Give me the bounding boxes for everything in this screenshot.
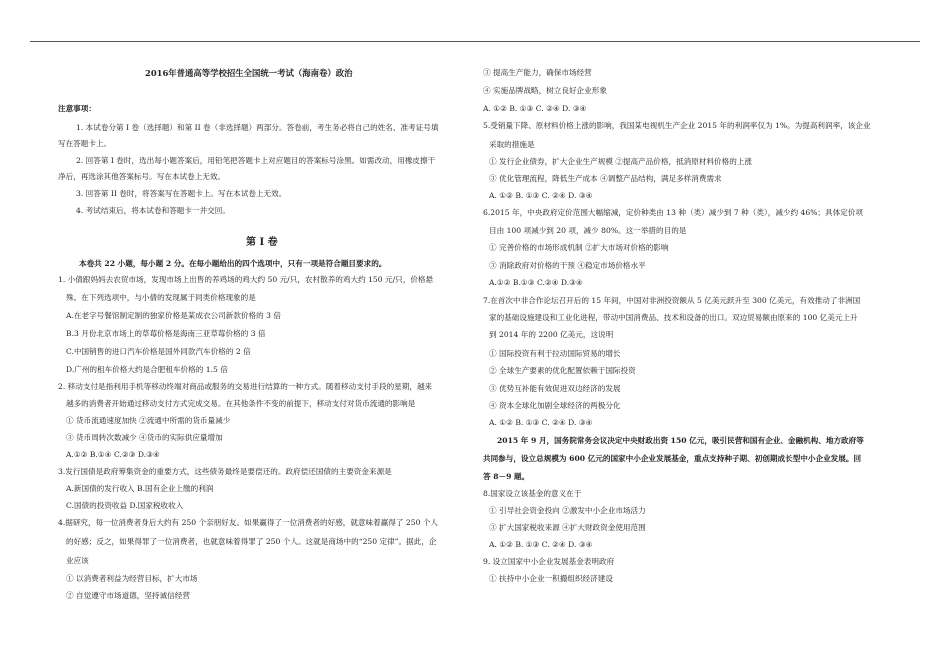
question-line: 目由 100 项减少到 20 项，减少 80%。这一举措的目的是 <box>489 226 687 235</box>
material-line: 答 8－9 题。 <box>483 472 530 481</box>
option-line: A.新国债的发行收入 B.国有企业上缴的利润 <box>66 484 214 493</box>
notice-line: 写在答题卡上。 <box>58 139 112 148</box>
notice-line: 1. 本试卷分第 I 卷（选择题）和第 II 卷（非选择题）两部分。答卷前，考生务必将自己的姓名、准考证号填 <box>76 123 439 132</box>
exam-title: 2016年普通高等学校招生全国统一考试（海南卷）政治 <box>145 68 353 78</box>
question-line: 1. 小倩跟妈妈去农贸市场，发现市场上出售的养鸡场的鸡大约 50 元/只，农村散养的鸡大约 150 元/只，价格悬 <box>58 275 434 284</box>
option-line: ③ 货币周转次数减少 ④货币的实际供应量增加 <box>66 433 223 442</box>
question-line: 业应该 <box>66 556 89 565</box>
option-line: ① 完善价格的市场形成机制 ②扩大市场对价格的影响 <box>489 243 669 252</box>
answer-choices: A. ①② B. ①③ C. ②④ D. ③④ <box>489 540 593 549</box>
option-line: ① 货币流通速度加快 ②流通中所需的货币量减少 <box>66 416 231 425</box>
answer-choices: A.①② B.①③ C.②④ D.③④ <box>489 278 583 287</box>
option-line: C.中国销售的进口汽车价格是国外同款汽车价格的 2 倍 <box>66 347 251 356</box>
header-rule <box>30 41 920 42</box>
option-line: ③ 提高生产能力，确保市场经营 <box>483 68 592 77</box>
option-line: ③ 消除政府对价格的干预 ④稳定市场价格水平 <box>489 261 646 270</box>
question-line: 3.发行国债是政府筹集资金的重要方式，这些债务最终是要偿还的。政府偿还国债的主要资金来源是 <box>58 467 392 476</box>
notice-heading: 注意事项： <box>58 104 96 113</box>
option-line: ① 国际投资有利于拉动国际贸易的增长 <box>489 349 621 358</box>
option-line: C.国债的投资收益 D.国家税收收入 <box>66 501 184 510</box>
material-line: 2015 年 9 月，国务院常务会议决定中央财政出资 150 亿元，吸引民营和国有企业、金融机构、地方政府等 <box>497 436 864 445</box>
section-intro: 本卷共 22 小题，每小题 2 分。在每小题给出的四个选项中，只有一项是符合题目要求的。 <box>79 259 387 268</box>
section-title: 第 I 卷 <box>246 237 278 248</box>
option-line: A.在老字号餐馆制定制的独家价格是某成衣公司新款价格的 3 倍 <box>66 311 281 320</box>
question-line: 到 2014 年的 2200 亿美元，这说明 <box>489 330 614 339</box>
question-line: 7.在首次中非合作论坛召开后的 15 年间，中国对非洲投资额从 5 亿美元跃升至 300 亿美元，有效推动了非洲国 <box>483 296 861 305</box>
option-line: ② 自觉遵守市场道德，坚持诚信经营 <box>66 591 190 600</box>
option-line: ③ 优化管理流程，降低生产成本 ④调整产品结构，满足多样消费需求 <box>489 174 722 183</box>
question-line: 的好感；反之，如果得罪了一位消费者，也就意味着得罪了 250 个人。这就是商场中的“250 定律”。据此，企 <box>66 537 437 546</box>
notice-line: 3. 回答第 II 卷时，将答案写在答题卡上。写在本试卷上无效。 <box>76 189 287 198</box>
option-line: ④ 资本全球化加剧全球经济的两极分化 <box>489 401 621 410</box>
question-line: 4.据研究，每一位消费者身后大约有 250 个亲朋好友。如果赢得了一位消费者的好感，就意味着赢得了 250 个人 <box>58 518 439 527</box>
option-line: ④ 实施品牌战略，树立良好企业形象 <box>483 86 607 95</box>
option-line: ② 全球生产要素的优化配置依赖于国际投资 <box>489 366 636 375</box>
question-line: 家的基础设施建设和工业化进程，带动中国消费品、技术和设备的出口。双边贸易额由原来的 100 亿美元上升 <box>489 313 858 322</box>
answer-choices: A.①② B.①④ C.②③ D.③④ <box>66 450 160 459</box>
answer-choices: A. ①② B. ①③ C. ②④ D. ③④ <box>483 104 587 113</box>
option-line: ① 以消费者利益为经营目标，扩大市场 <box>66 574 198 583</box>
question-line: 6.2015 年，中央政府定价范围大幅缩减，定价种类由 13 种（类）减少到 7 种（类），减少约 46%；具体定价项 <box>483 208 863 217</box>
notice-line: 4. 考试结束后，将本试卷和答题卡一并交回。 <box>76 206 230 215</box>
answer-choices: A. ①② B. ①③ C. ②④ D. ③④ <box>489 191 593 200</box>
question-line: 8.国家设立该基金的意义在于 <box>483 489 582 498</box>
question-line: 9. 设立国家中小企业发展基金表明政府 <box>483 557 615 566</box>
option-line: ③ 优势互补能有效促进双边经济的发展 <box>489 384 621 393</box>
material-line: 共同参与，设立总规模为 600 亿元的国家中小企业发展基金，重点支持种子期、初创期成长型中小企业发展。回 <box>483 454 862 463</box>
option-line: ③ 扩大国家税收来源 ④扩大财政资金使用范围 <box>489 523 646 532</box>
answer-choices: A. ①② B. ①③ C. ②④ D. ③④ <box>489 418 593 427</box>
notice-line: 2. 回答第 I 卷时，选出每小题答案后，用铅笔把答题卡上对应题目的答案标号涂黑。如需改动，用橡皮擦干 <box>76 156 436 165</box>
question-line: 采取的措施是 <box>489 140 535 149</box>
option-line: D.广州的租车价格大约是合肥租车价格的 1.5 倍 <box>66 365 228 374</box>
option-line: B.3 月份北京市场上的草莓价格是海南三亚草莓价格的 3 倍 <box>66 329 266 338</box>
option-line: ① 引导社会资金投向 ②激发中小企业市场活力 <box>489 506 646 515</box>
question-line: 5.受销量下降、原材料价格上涨的影响，我国某电视机生产企业 2015 年的利润率仅为 1%。为提高利润率，该企业 <box>483 121 871 130</box>
question-line: 越多的消费者开始通过移动支付方式完成交易。在其他条件不变的前提下，移动支付对货币流通的影响是 <box>66 399 416 408</box>
notice-line: 净后，再选涂其他答案标号。写在本试卷上无效。 <box>58 172 226 181</box>
option-line: ① 扶持中小企业一积撮组织经济建设 <box>489 574 613 583</box>
question-line: 2. 移动支付是指利用手机等移动终端对商品或服务的交易进行结算的一种方式。随着移动支付手段的星期，越来 <box>58 382 433 391</box>
question-line: 殊。在下列选项中，与小倩的发现属于同类价格现象的是 <box>66 293 256 302</box>
option-line: ① 发行企业债券，扩大企业生产规模 ②提高产品价格，抵消原材料价格的上涨 <box>489 157 753 166</box>
